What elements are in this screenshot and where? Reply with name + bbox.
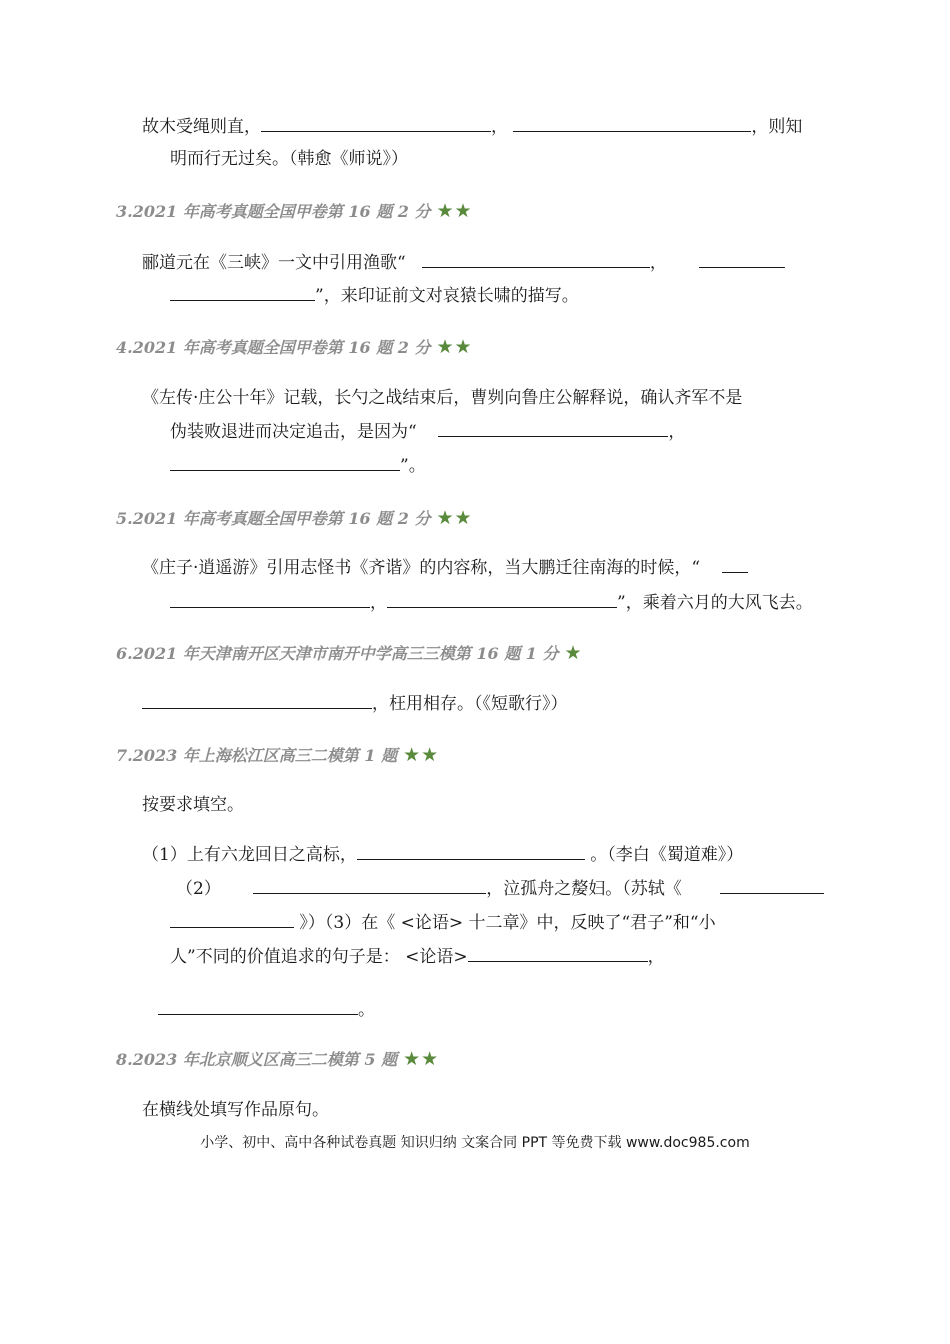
heading-text: 5.2021 年高考真题全国甲卷第 16 题 2 分 xyxy=(116,509,431,528)
star-icon: ★★ xyxy=(403,744,440,766)
text-line: 《左传·庄公十年》记载，长勺之战结束后，曹刿向鲁庄公解释说，确认齐军不是 xyxy=(142,388,743,408)
text-fragment: ”，乘着六月的大风飞去。 xyxy=(617,593,813,613)
answer-blank[interactable] xyxy=(158,998,358,1015)
text-line xyxy=(170,945,665,969)
text-fragment: 郦道元在《三峡》一文中引用渔歌“ xyxy=(142,253,406,273)
text-line xyxy=(142,251,785,275)
answer-blank[interactable] xyxy=(468,945,648,962)
text-line xyxy=(158,998,375,1022)
text-fragment: 《庄子·逍遥游》引用志怪书《齐谐》的内容称，当大鹏迁往南海的时候，“ xyxy=(142,558,701,578)
text-fragment: ”，来印证前文对哀猿长啸的描写。 xyxy=(315,286,579,306)
text-fragment: 故木受绳则直， xyxy=(142,117,261,137)
answer-blank[interactable] xyxy=(261,115,491,132)
heading-text: 3.2021 年高考真题全国甲卷第 16 题 2 分 xyxy=(116,202,431,221)
answer-blank[interactable] xyxy=(722,556,748,573)
text-fragment: ， xyxy=(649,253,667,273)
text-line xyxy=(170,420,685,444)
heading-text: 6.2021 年天津南开区天津市南开中学高三三模第 16 题 1 分 xyxy=(116,644,559,663)
text-line xyxy=(142,843,743,867)
answer-blank[interactable] xyxy=(422,251,650,268)
text-fragment: ， xyxy=(370,593,387,613)
text-fragment: 人”不同的价值追求的句子是： <论语> xyxy=(170,947,468,967)
star-icon: ★★ xyxy=(436,200,473,222)
question-heading xyxy=(116,743,439,768)
answer-blank[interactable] xyxy=(170,911,294,928)
heading-text: 7.2023 年上海松江区高三二模第 1 题 xyxy=(116,746,398,765)
text-fragment: ，泣孤舟之嫠妇。（苏轼《 xyxy=(486,879,682,899)
heading-text: 4.2021 年高考真题全国甲卷第 16 题 2 分 xyxy=(116,338,431,357)
star-icon: ★★ xyxy=(403,1048,440,1070)
question-heading xyxy=(116,506,473,531)
answer-blank[interactable] xyxy=(253,877,486,894)
text-line xyxy=(170,284,579,308)
text-fragment: ，枉用相存。（《短歌行》） xyxy=(372,694,568,714)
text-line xyxy=(142,692,568,716)
text-fragment: 。（李白《蜀道难》） xyxy=(590,845,744,865)
text-fragment: ， xyxy=(491,117,508,137)
text-fragment: 》）（3）在《 <论语> 十二章》中，反映了“君子”和“小 xyxy=(299,913,716,933)
text-line xyxy=(142,556,748,580)
answer-blank[interactable] xyxy=(142,692,372,709)
text-line xyxy=(142,115,802,139)
text-fragment: ，则知 xyxy=(751,117,803,137)
text-fragment: 伪装败退进而决定追击，是因为“ xyxy=(170,422,417,442)
text-line xyxy=(176,877,824,901)
answer-blank[interactable] xyxy=(170,454,400,471)
star-icon: ★ xyxy=(564,642,583,664)
text-fragment: （1）上有六龙回日之高标， xyxy=(142,845,357,865)
answer-blank[interactable] xyxy=(357,843,585,860)
question-heading xyxy=(116,199,473,224)
answer-blank[interactable] xyxy=(438,420,668,437)
answer-blank[interactable] xyxy=(699,251,785,268)
text-line xyxy=(170,911,716,935)
answer-blank[interactable] xyxy=(387,591,617,608)
text-line: 按要求填空。 xyxy=(142,795,244,815)
text-fragment: ， xyxy=(668,422,686,442)
question-heading xyxy=(116,1047,439,1072)
question-heading xyxy=(116,641,583,666)
text-fragment: （2） xyxy=(176,879,221,899)
page-footer: 小学、初中、高中各种试卷真题 知识归纳 文案合同 PPT 等免费下载 www.doc985.com xyxy=(200,1135,750,1151)
answer-blank[interactable] xyxy=(170,284,315,301)
text-line xyxy=(170,591,813,615)
question-heading xyxy=(116,335,473,360)
text-fragment: ”。 xyxy=(400,456,426,476)
text-line: 明而行无过矣。（韩愈《师说》） xyxy=(170,149,408,169)
text-fragment: 。 xyxy=(358,1000,375,1020)
text-line: 在横线处填写作品原句。 xyxy=(142,1100,329,1120)
answer-blank[interactable] xyxy=(720,877,824,894)
heading-text: 8.2023 年北京顺义区高三二模第 5 题 xyxy=(116,1050,398,1069)
answer-blank[interactable] xyxy=(513,115,751,132)
star-icon: ★★ xyxy=(436,336,473,358)
answer-blank[interactable] xyxy=(170,591,370,608)
text-line xyxy=(170,454,426,478)
star-icon: ★★ xyxy=(436,507,473,529)
text-fragment: ， xyxy=(647,947,665,967)
